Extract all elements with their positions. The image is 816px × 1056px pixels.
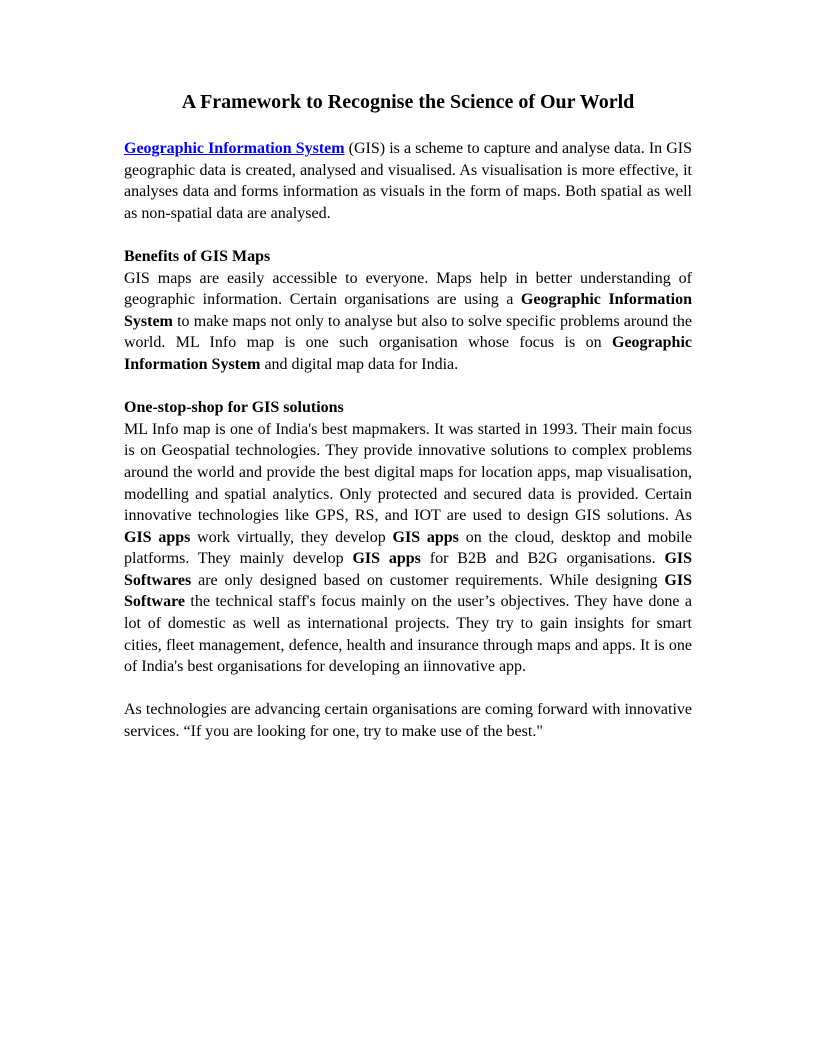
text-run: One-stop-shop for GIS solutions	[124, 399, 344, 417]
text-run: Geographic Information System	[124, 291, 693, 330]
intro-paragraph	[124, 138, 692, 224]
onestop-paragraph	[124, 419, 692, 678]
text-run: As technologies are advancing certain organisations are coming forward with innovative services. “If you are looking for one, try to make use of the best."	[124, 701, 692, 741]
text-run: GIS Software	[124, 571, 692, 611]
text-run: work virtually, they develop	[190, 528, 393, 546]
document-body	[124, 138, 692, 743]
document-title: A Framework to Recognise the Science of Our World	[181, 91, 635, 113]
text-run: and digital map data for India.	[260, 355, 459, 373]
text-run: Benefits of GIS Maps	[124, 247, 271, 265]
text-run: for B2B and B2G organisations.	[420, 550, 665, 568]
closing-paragraph	[124, 699, 692, 742]
text-run: GIS maps are easily accessible to everyone. Maps help in better understanding of geographic information. Certain organisations are using a	[124, 269, 692, 309]
text-run: on the cloud, desktop and mobile platforms. They mainly develop	[124, 528, 692, 568]
text-run: GIS apps	[352, 550, 421, 568]
text-run: GIS apps	[124, 528, 191, 546]
text-run: GIS apps	[392, 528, 459, 546]
text-run: are only designed based on customer requirements. While designing	[191, 571, 665, 589]
gis-link[interactable]: Geographic Information System	[124, 140, 345, 157]
text-run: to make maps not only to analyse but also to solve specific problems around the world. ML Info map is one such organisation whose focus is on	[124, 312, 692, 352]
text-run: (GIS) is a scheme to capture and analyse data. In GIS geographic data is created, analysed and visualised. As visualisation is more effective, it analyses data and forms information as visuals in the form of maps. Both spatial as well as non-spatial data are analysed.	[124, 140, 692, 222]
text-run: GIS Softwares	[124, 550, 693, 589]
text-run: ML Info map is one of India's best mapmakers. It was started in 1993. Their main focus is on Geospatial technologies. They provide innovative solutions to complex problems around the world and provide the best digital maps for location apps, map visualisation, modelling and spatial analytics. Only protected and secured data is provided. Certain innovative technologies like GPS, RS, and IOT are used to design GIS solutions. As	[124, 420, 692, 525]
text-run: the technical staff's focus mainly on the user’s objectives. They have done a lot of domestic as well as international projects. They try to gain insights for smart cities, fleet management, defence, health and insurance through maps and apps. It is one of India's best organisations for developing an iinnovative app.	[124, 593, 692, 676]
onestop-heading	[124, 397, 692, 419]
benefits-heading	[124, 246, 692, 268]
benefits-paragraph	[124, 268, 692, 376]
text-run: Geographic Information System	[124, 334, 692, 373]
